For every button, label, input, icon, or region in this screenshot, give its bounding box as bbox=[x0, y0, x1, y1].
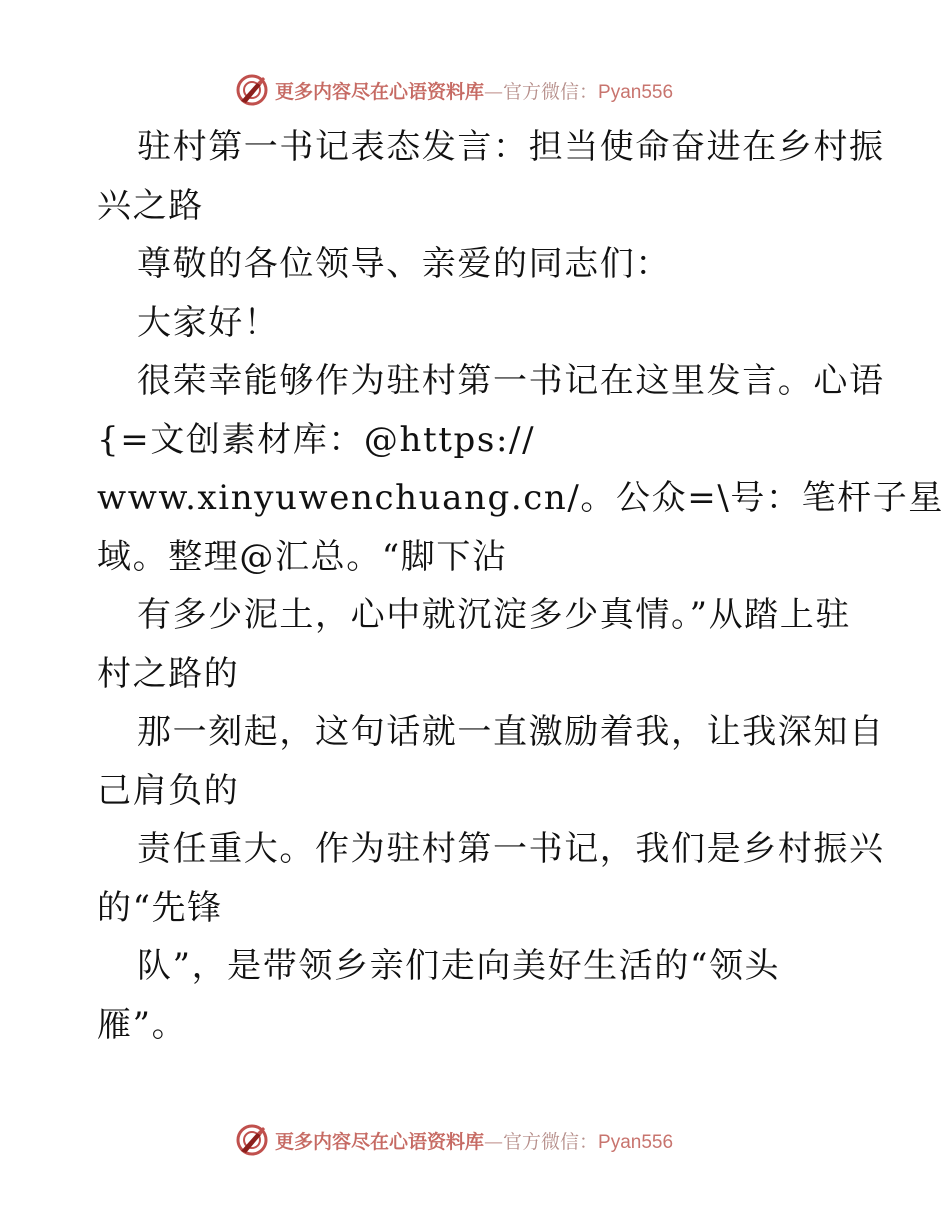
greeting: 大家好！ bbox=[137, 302, 280, 343]
document-body bbox=[97, 118, 944, 1054]
watermark-text: 更多内容尽在心语资料库—官方微信：Pyan556 bbox=[275, 1130, 674, 1153]
paragraph-line: 雁”。 bbox=[97, 1004, 188, 1045]
paragraph-line: 责任重大。作为驻村第一书记，我们是乡村振兴 bbox=[137, 829, 885, 869]
paragraph-line: 很荣幸能够作为驻村第一书记在这里发言。心语 bbox=[137, 361, 885, 401]
salutation: 尊敬的各位领导、亲爱的同志们： bbox=[137, 244, 671, 284]
paragraph-line: 己肩负的 bbox=[97, 770, 240, 811]
footer-watermark bbox=[235, 1122, 673, 1158]
title-line-1: 驻村第一书记表态发言：担当使命奋进在乡村振 bbox=[137, 127, 885, 167]
title-line-2: 兴之路 bbox=[97, 185, 204, 226]
header-watermark bbox=[235, 72, 673, 108]
paragraph-line: 域。整理@汇总。“脚下沾 bbox=[97, 536, 508, 577]
pen-circle-logo-icon bbox=[235, 73, 269, 107]
watermark-text: 更多内容尽在心语资料库—官方微信：Pyan556 bbox=[275, 80, 674, 103]
paragraph-line: 的“先锋 bbox=[97, 887, 223, 928]
paragraph-line: www.xinyuwenchuang.cn/。公众=\号：笔杆子星 bbox=[97, 478, 944, 518]
paragraph-line: 队”，是带领乡亲们走向美好生活的“领头 bbox=[137, 946, 781, 986]
paragraph-line: 那一刻起，这句话就一直激励着我，让我深知自 bbox=[137, 712, 885, 752]
pen-circle-logo-icon bbox=[235, 1123, 269, 1157]
paragraph-line: 有多少泥土，心中就沉淀多少真情。”从踏上驻 bbox=[137, 595, 851, 635]
paragraph-line: 村之路的 bbox=[97, 653, 240, 694]
paragraph-line: {=文创素材库：@https:// bbox=[97, 419, 536, 460]
